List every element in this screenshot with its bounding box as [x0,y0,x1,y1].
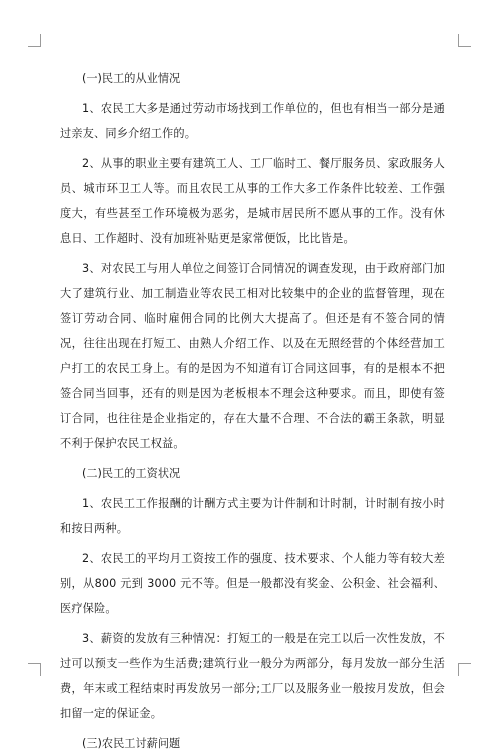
section-heading-employment: (一)民工的从业情况 [82,72,181,85]
paragraph-monthly-wage: 2、农民工的平均月工资按工作的强度、技术要求、个人能力等有较大差别，从800 元到 3000 元不等。但是一般都没有奖金、公积金、社会福利、医疗保险。 [60,552,445,615]
section-heading-wage-claims: (三)农民工讨薪问题 [82,737,181,750]
crop-mark-top-left [28,34,41,47]
section-heading-wages: (二)民工的工资状况 [82,467,181,480]
paragraph-occupations: 2、从事的职业主要有建筑工人、工厂临时工、餐厅服务员、家政服务人员、城市环卫工人等。而且农民工从事的工作大多工作条件比较差、工作强度大，有些甚至工作环境极为恶劣，是城市居民所不愿从事的工作。没有休息日、工作超时、没有加班补贴更是家常便饭，比比皆是。 [60,157,445,245]
paragraph-contracts: 3、对农民工与用人单位之间签订合同情况的调查发现，由于政府部门加大了建筑行业、加工制造业等农民工相对比较集中的企业的监督管理，现在签订劳动合同、临时雇佣合同的比例大大提高了。但还是有不签合同的情况，往往出现在打短工、由熟人介绍工作、以及在无照经营的个体经营加工户打工的农民工身上。有的是因为不知道有订合同这回事，有的是根本不把签合同当回事，还有的则是因为老板根本不理会这种要求。而且，即使有签订合同，也往往是企业指定的，存在大量不合理、不合法的霸王条款，明显不利于保护农民工权益。 [60,262,445,450]
paragraph-pay-method: 1、农民工工作报酬的计酬方式主要为计件制和计时制，计时制有按小时和按日两种。 [60,497,445,535]
crop-mark-bottom-left [28,663,41,676]
crop-mark-top-right [458,34,471,47]
crop-mark-bottom-right [458,663,471,676]
paragraph-job-finding: 1、农民工大多是通过劳动市场找到工作单位的，但也有相当一部分是通过亲友、同乡介绍工作的。 [60,102,445,140]
paragraph-wage-payment: 3、薪资的发放有三种情况：打短工的一般是在完工以后一次性发放，不过可以预支一些作为生活费;建筑行业一般分为两部分，每月发放一部分生活费，年末或工程结束时再发放另一部分;工厂以及服务业一般按月发放，但会扣留一定的保证金。 [60,632,445,720]
document-body [60,66,445,756]
